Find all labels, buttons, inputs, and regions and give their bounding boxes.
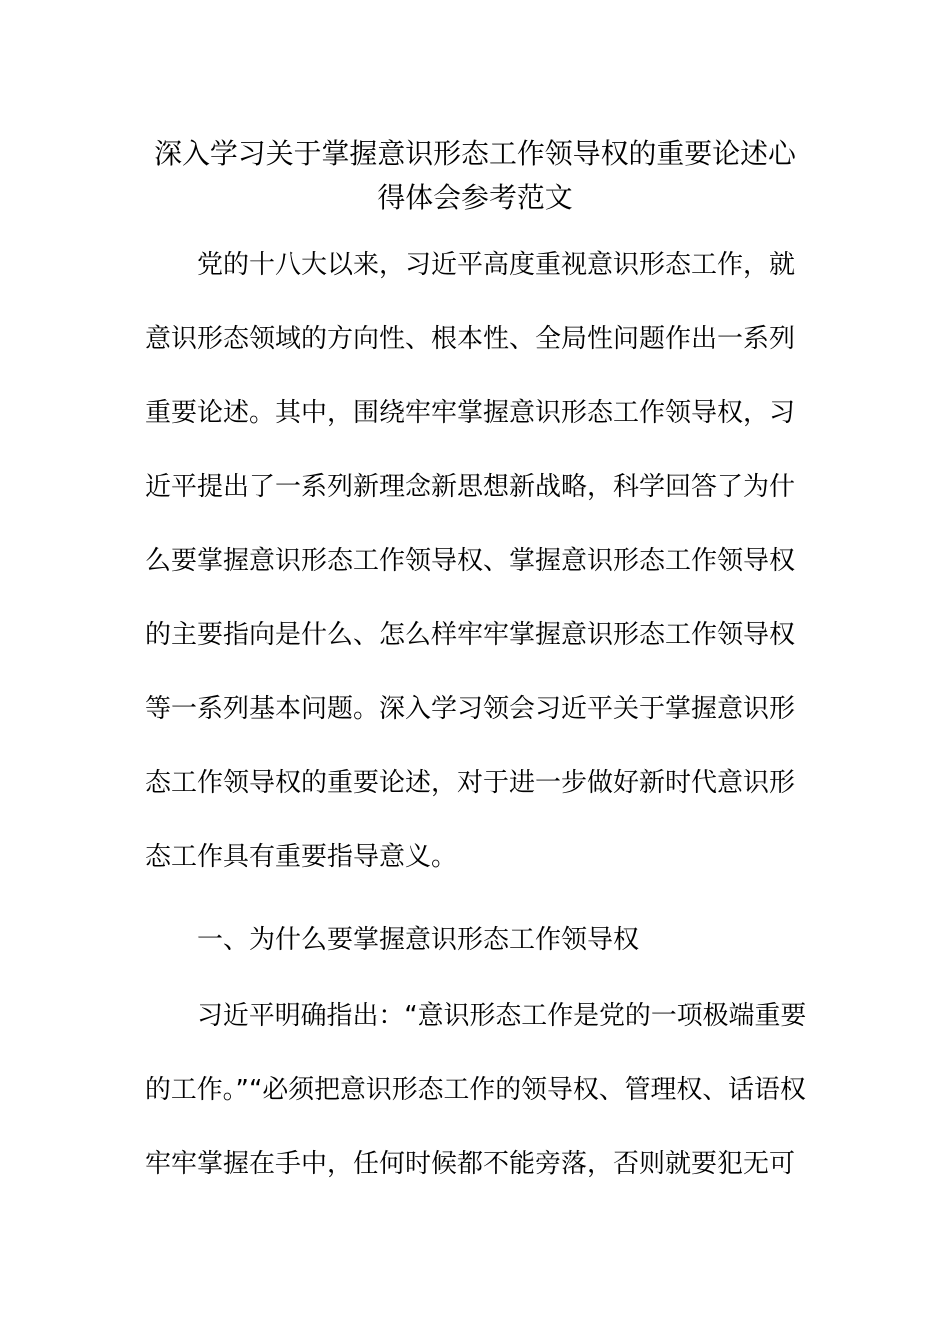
section-1-heading: 一、为什么要掌握意识形态工作领导权 bbox=[197, 925, 640, 955]
paragraph-1-line-7: 等一系列基本问题。深入学习领会习近平关于掌握意识形 bbox=[145, 694, 796, 724]
paragraph-1-line-2: 意识形态领域的方向性、根本性、全局性问题作出一系列 bbox=[145, 324, 796, 354]
paragraph-2-line-1: 习近平明确指出：“意识形态工作是党的一项极端重要 bbox=[197, 1001, 807, 1031]
paragraph-1-line-9: 态工作具有重要指导意义。 bbox=[145, 842, 458, 872]
paragraph-1-line-5: 么要掌握意识形态工作领导权、掌握意识形态工作领导权 bbox=[145, 546, 796, 576]
title-line-2: 得体会参考范文 bbox=[377, 181, 573, 214]
title-line-1: 深入学习关于掌握意识形态工作领导权的重要论述心 bbox=[154, 137, 796, 170]
paragraph-1-line-8: 态工作领导权的重要论述，对于进一步做好新时代意识形 bbox=[145, 768, 796, 798]
paragraph-1-line-3: 重要论述。其中，围绕牢牢掌握意识形态工作领导权，习 bbox=[145, 398, 796, 428]
paragraph-2-line-3: 牢牢掌握在手中，任何时候都不能旁落，否则就要犯无可 bbox=[145, 1149, 796, 1179]
document-title bbox=[140, 132, 810, 220]
paragraph-2-line-2: 的工作。”“必须把意识形态工作的领导权、管理权、话语权 bbox=[145, 1075, 806, 1105]
paragraph-1-line-6: 的主要指向是什么、怎么样牢牢掌握意识形态工作领导权 bbox=[145, 620, 796, 650]
paragraph-1-line-1: 党的十八大以来，习近平高度重视意识形态工作，就 bbox=[197, 250, 796, 280]
paragraph-1-line-4: 近平提出了一系列新理念新思想新战略，科学回答了为什 bbox=[145, 472, 796, 502]
